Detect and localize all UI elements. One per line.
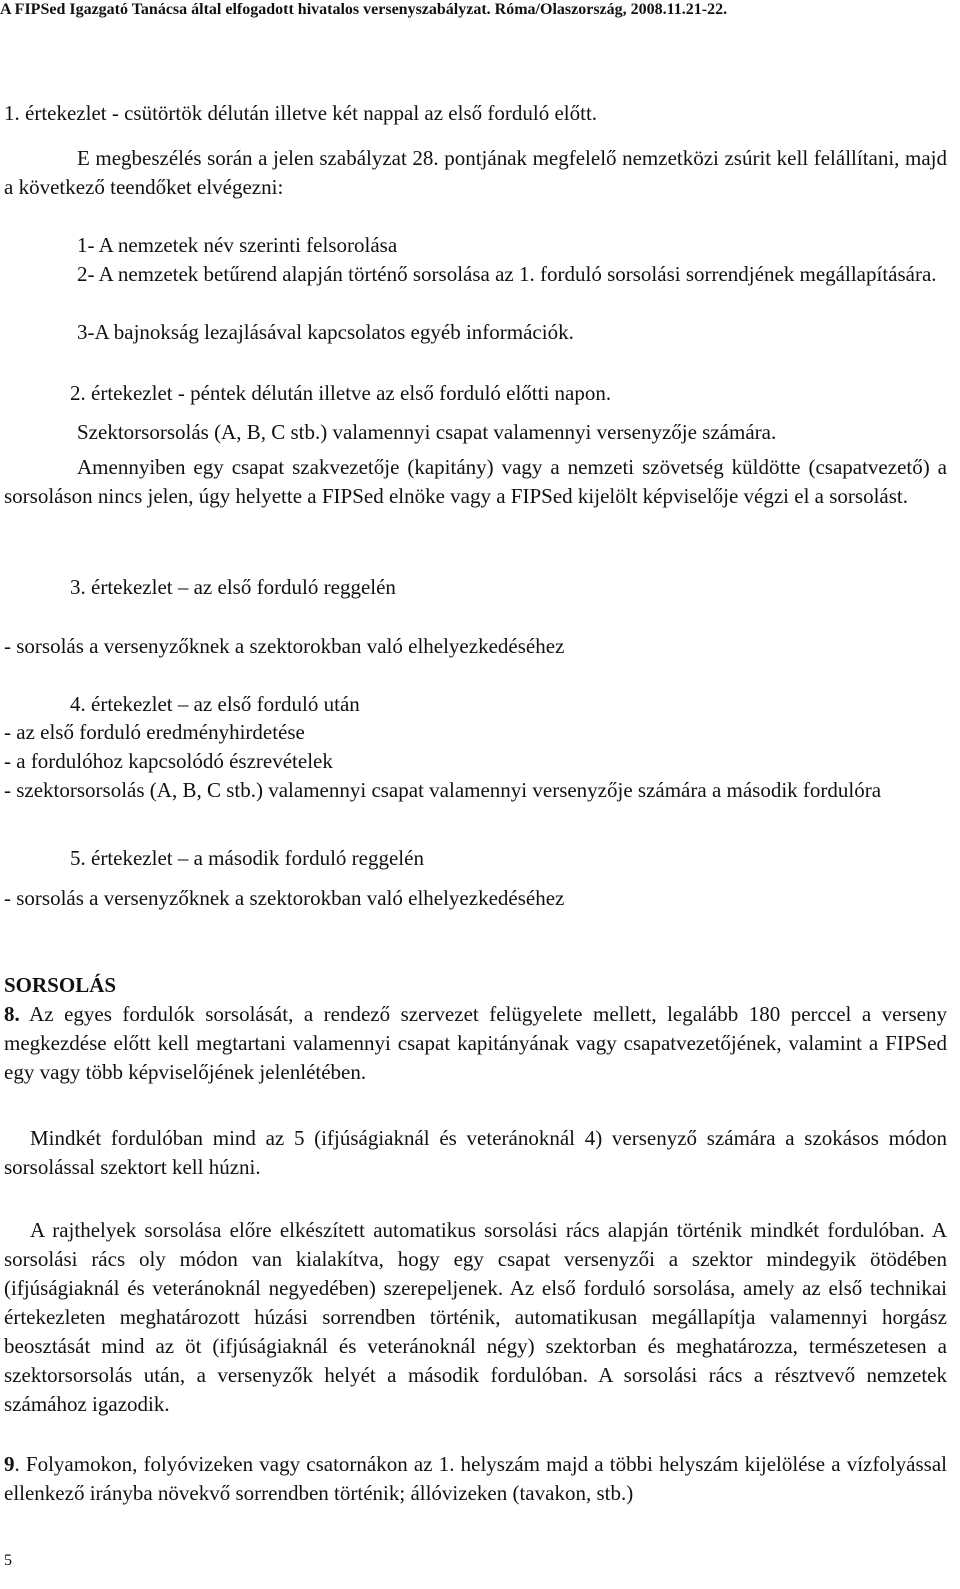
meeting-3-title: 3. értekezlet – az első forduló reggelén	[70, 575, 396, 599]
meeting-4-line-3: - szektorsorsolás (A, B, C stb.) valamennyi csapat valamennyi versenyzője számára a második fordulóra	[4, 778, 882, 802]
meeting-2-paragraph: Amennyiben egy csapat szakvezetője (kapitány) vagy a nemzeti szövetség küldötte (csapatvezető) a sorsoláson nincs jelen, úgy helyette a FIPSed elnöke vagy a FIPSed kijelölt képviselője végzi el a sorsolást.	[4, 455, 947, 508]
meeting-4-line-1: - az első forduló eredményhirdetése	[4, 720, 305, 744]
paragraph-8-number: 8.	[4, 1002, 20, 1026]
meeting-1-item-1: 1- A nemzetek név szerinti felsorolása	[77, 233, 398, 257]
document-header: A FIPSed Igazgató Tanácsa által elfogadott hivatalos versenyszabályzat. Róma/Olaszország, 2008.11.21-22.	[0, 1, 728, 18]
meeting-3-line: - sorsolás a versenyzőknek a szektorokban való elhelyezkedéséhez	[4, 634, 565, 658]
paragraph-8	[4, 1000, 947, 1087]
meeting-1-intro: E megbeszélés során a jelen szabályzat 28. pontjának megfelelő nemzetközi zsúrit kell felállítani, majd a következő teendőket elvégezni:	[4, 146, 947, 199]
meeting-2-line: Szektorsorsolás (A, B, C stb.) valamennyi csapat valamennyi versenyzője számára.	[77, 420, 777, 444]
paragraph-9	[4, 1450, 947, 1508]
section-title-sorsolas: SORSOLÁS	[4, 973, 117, 997]
paragraph-8-b: Mindkét fordulóban mind az 5 (ifjúságiaknál és veteránoknál 4) versenyző számára a szokásos módon sorsolással szektort kell húzni.	[4, 1126, 947, 1179]
meeting-5-title: 5. értekezlet – a második forduló reggelén	[70, 846, 424, 870]
page-number: 5	[4, 1552, 12, 1569]
meeting-4-line-2: - a fordulóhoz kapcsolódó észrevételek	[4, 749, 333, 773]
paragraph-9-text: . Folyamokon, folyóvizeken vagy csatornákon az 1. helyszám majd a többi helyszám kijelölése a vízfolyással ellenkező irányba növekvő sorrendben történik; állóvizeken (tavakon, stb.)	[4, 1452, 947, 1505]
paragraph-8-text: Az egyes fordulók sorsolását, a rendező szervezet felügyelete mellett, legalább 180 perccel a verseny megkezdése előtt kell megtartani valamennyi csapat kapitányának vagy csapatvezetőjének, valamint a FIPSed egy vagy több képviselőjének jelenlétében.	[4, 1002, 947, 1084]
meeting-4-title: 4. értekezlet – az első forduló után	[70, 692, 360, 716]
meeting-1-item-2: 2- A nemzetek betűrend alapján történő sorsolása az 1. forduló sorsolási sorrendjének megállapítására.	[77, 262, 937, 286]
meeting-1-title: 1. értekezlet - csütörtök délután illetve két nappal az első forduló előtt.	[4, 101, 598, 125]
meeting-1-item-3: 3-A bajnokság lezajlásával kapcsolatos egyéb információk.	[77, 320, 574, 344]
meeting-5-line: - sorsolás a versenyzőknek a szektorokban való elhelyezkedéséhez	[4, 886, 565, 910]
meeting-2-title: 2. értekezlet - péntek délután illetve az első forduló előtti napon.	[70, 381, 612, 405]
paragraph-9-number: 9	[4, 1452, 15, 1476]
paragraph-8-c: A rajthelyek sorsolása előre elkészített automatikus sorsolási rács alapján történik mindkét fordulóban. A sorsolási rács oly módon van kialakítva, hogy egy csapat versenyzői a szektor mindegyik ötödében (ifjúságiaknál és veteránoknál negyedében) szerepeljenek. Az első forduló sorsolása, amely az első technikai értekezleten meghatározott húzási sorrendben történik, automatikusan megállapítja valamennyi horgász beosztását mind az öt (ifjúságiaknál és veteránoknál négy) szektorban és meghatározza, természetesen a szektorsorsolás után, a versenyzők helyét a második fordulóban. A sorsolási rács a résztvevő nemzetek számához igazodik.	[4, 1218, 947, 1416]
